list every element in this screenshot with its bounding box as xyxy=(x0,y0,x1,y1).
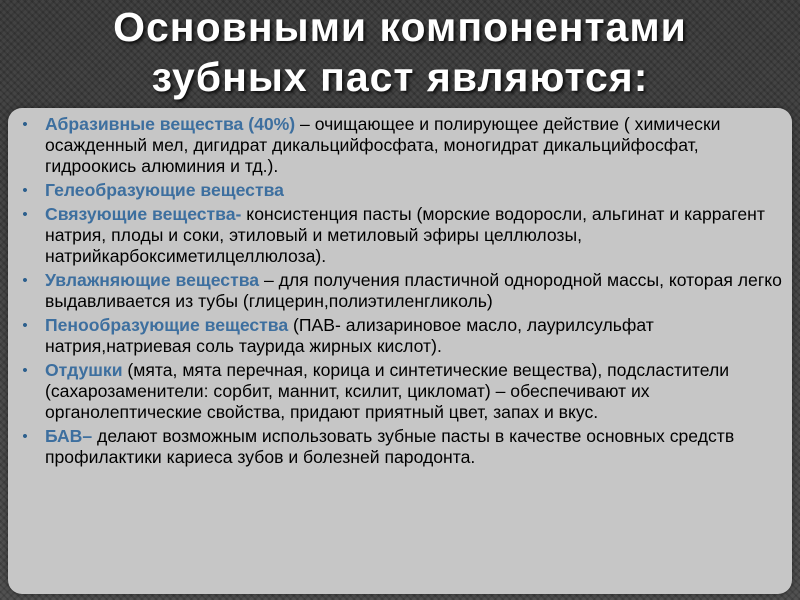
bullet-icon: • xyxy=(22,116,28,133)
bullet-icon: • xyxy=(22,272,28,289)
slide-title xyxy=(0,2,800,102)
bullet-icon: • xyxy=(22,317,28,334)
bullet-icon: • xyxy=(22,362,28,379)
bullet-icon: • xyxy=(22,428,28,445)
item-term: Связующие вещества- xyxy=(45,204,242,224)
item-text: – для получения пластичной однородной массы, которая легко выдавливается из тубы (глицерин,полиэтиленгликоль) xyxy=(45,270,782,311)
bullet-icon: • xyxy=(22,206,28,223)
item-term: Пенообразующие вещества xyxy=(45,315,289,335)
item-term: Отдушки xyxy=(45,360,123,380)
bullet-icon: • xyxy=(22,182,28,199)
item-term: Увлажняющие вещества xyxy=(45,270,260,290)
list-item-bioactive-substances xyxy=(18,426,788,468)
item-term: Гелеобразующие вещества xyxy=(45,180,284,200)
item-text: (мята, мята перечная, корица и синтетические вещества), подсластители (сахарозаменители: сорбит, маннит, ксилит, цикломат) – обеспечивают их органолептические свойства, придают приятный цвет, запах и вкус. xyxy=(45,360,730,422)
item-text: делают возможным использовать зубные пасты в качестве основных средств профилактики кариеса зубов и болезней пародонта. xyxy=(45,426,735,467)
item-text: – очищающее и полирующее действие ( химически осажденный мел, дигидрат дикальцийфосфата, моногидрат дикальцийфосфат, гидроокись алюминия и тд.). xyxy=(45,114,721,176)
list-item-gelling-agents xyxy=(18,180,788,201)
item-term: Абразивные вещества (40%) xyxy=(45,114,296,134)
list-item-flavorings xyxy=(18,360,788,423)
item-text: консистенция пасты (морские водоросли, альгинат и каррагент натрия, плоды и соки, этиловый и метиловый эфиры целлюлозы, натрийкарбоксиметилцеллюлоза). xyxy=(45,204,765,266)
list-item-binders xyxy=(18,204,788,267)
item-term: БАВ– xyxy=(45,426,93,446)
list-item-humectants xyxy=(18,270,788,312)
list-item-foaming-agents xyxy=(18,315,788,357)
slide-title-line-2: зубных паст являются: xyxy=(151,54,649,100)
item-text: (ПАВ- ализариновое масло, лаурилсульфат натрия,натриевая соль таурида жирных кислот). xyxy=(45,315,654,356)
list-item-abrasives xyxy=(18,114,788,177)
component-list xyxy=(18,114,788,471)
slide-title-line-1: Основными компонентами xyxy=(113,4,687,50)
